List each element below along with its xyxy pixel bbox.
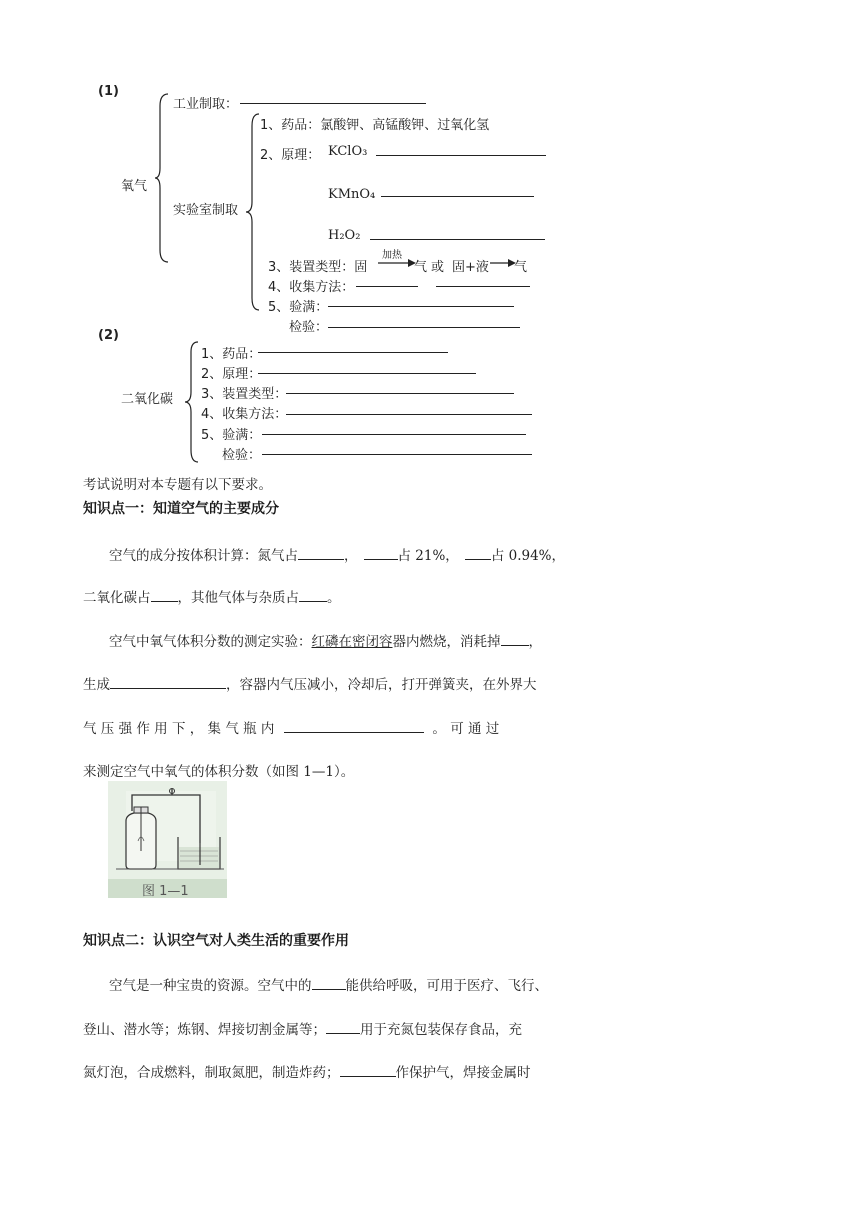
oxygen-collect-blank-1	[356, 286, 418, 287]
figure-caption: 图 1—1	[142, 884, 189, 898]
kp1-p3-text-d: ，	[528, 634, 542, 650]
kp1-paragraph-2	[83, 586, 341, 606]
co2-brace	[184, 340, 200, 464]
device-gas-1: 气	[414, 260, 428, 275]
kp2-p3-text-b: 作保护气，焊接金属时	[395, 1065, 531, 1081]
kp1-p4-text-b: ，容器内气压减小，冷却后，打开弹簧夹，在外界大	[226, 677, 537, 693]
heat-condition: 加热	[382, 250, 402, 261]
co2-principle-label: 2、原理：	[201, 367, 262, 382]
kp1-p5-text-a: 气 压 强 作 用 下 ， 集 气 瓶 内	[83, 721, 275, 737]
kp1-p3-underlined: 红磷在密闭容	[311, 634, 393, 650]
kp1-p2-text-a: 二氧化碳占	[83, 590, 151, 606]
oxygen-percent-blank	[364, 545, 398, 560]
lab-prep-brace	[245, 112, 261, 312]
kp2-p3-text-a: 氮灯泡，合成燃料，制取氮肥，制造炸药；	[83, 1065, 340, 1081]
kp1-p1-text-b: ，	[344, 548, 358, 564]
heat-arrow	[378, 259, 418, 267]
kp1-p2-text-b: ，其他气体与杂质占	[177, 590, 299, 606]
kp1-heading: 知识点一：知道空气的主要成分	[83, 501, 279, 517]
intro-text: 考试说明对本专题有以下要求。	[83, 477, 272, 493]
kmno4-blank	[381, 196, 534, 197]
other-gas-blank	[299, 587, 327, 602]
kp1-p4-text-a: 生成	[83, 677, 110, 693]
co2-principle-blank	[258, 373, 476, 374]
oxygen-collect-blank-2	[436, 286, 530, 287]
kp1-p1-text-c: 占 21%，	[397, 548, 459, 564]
kp2-p1-text-b: 能供给呼吸，可用于医疗、飞行、	[345, 978, 548, 994]
kp1-p2-text-c: 。	[327, 590, 341, 606]
kp1-paragraph-6: 来测定空气中氧气的体积分数（如图 1—1）。	[83, 764, 355, 780]
noble-gas-blank	[465, 545, 491, 560]
oxygen-drugs: 1、药品：氯酸钾、高锰酸钾、过氧化氢	[260, 118, 490, 133]
kp2-p2-text-b: 用于充氮包装保存食品，充	[360, 1022, 522, 1038]
co2-device-label: 3、装置类型：	[201, 387, 288, 402]
co2-collect-label: 4、收集方法：	[201, 407, 288, 422]
figure-1-1	[108, 781, 227, 898]
co2-full-blank	[262, 434, 526, 435]
kp2-p1-text-a: 空气是一种宝贵的资源。空气中的	[109, 978, 312, 994]
protective-gas-blank	[340, 1062, 396, 1077]
kmno4-formula: KMnO₄	[328, 187, 376, 202]
diagram2-label: (2)	[98, 328, 119, 343]
co2-test-label: 检验：	[222, 448, 262, 463]
oxygen-main-brace	[154, 92, 170, 264]
kp1-paragraph-3	[109, 630, 542, 650]
co2-drugs-blank	[258, 352, 448, 353]
bottle-blank	[284, 718, 424, 733]
product-blank	[110, 674, 226, 689]
kp1-paragraph-4	[83, 673, 537, 693]
kp1-p1-text-d: 占 0.94%，	[490, 548, 565, 564]
co2-full-label: 5、验满：	[201, 428, 262, 443]
kp1-p3-text-a: 空气中氧气体积分数的测定实验：	[109, 634, 312, 650]
oxygen-full-blank	[328, 306, 514, 307]
kp2-heading: 知识点二：认识空气对人类生活的重要作用	[83, 933, 349, 949]
oxygen-full-label: 5、验满：	[268, 300, 329, 315]
oxygen-root-label: 氧气	[121, 179, 148, 194]
kp2-paragraph-1	[109, 974, 548, 994]
kp2-paragraph-2	[83, 1018, 522, 1038]
kp1-paragraph-5	[83, 717, 499, 737]
co2-collect-blank	[286, 414, 532, 415]
device-solid-liquid: 固+液	[452, 260, 489, 275]
kclo3-blank	[376, 155, 546, 156]
oxygen-test-blank	[328, 327, 520, 328]
industrial-prep-label: 工业制取：	[173, 97, 239, 112]
food-packaging-gas-blank	[326, 1019, 360, 1034]
device-gas-2: 气	[514, 260, 528, 275]
kp1-p5-text-b: 。 可 通 过	[432, 721, 500, 737]
oxygen-principle-label: 2、原理：	[260, 148, 321, 163]
breathing-gas-blank	[312, 975, 346, 990]
oxygen-collect-label: 4、收集方法：	[268, 280, 355, 295]
kclo3-formula: KClO₃	[328, 144, 368, 159]
kp1-paragraph-1	[109, 544, 565, 564]
kp2-paragraph-3	[83, 1061, 531, 1081]
h2o2-blank	[370, 239, 545, 240]
device-or: 或	[431, 260, 445, 275]
co2-test-blank	[262, 454, 532, 455]
device-type-prefix: 3、装置类型：固	[268, 260, 368, 275]
nitrogen-blank	[298, 545, 344, 560]
lab-prep-label: 实验室制取	[173, 203, 239, 218]
consumed-blank	[501, 631, 529, 646]
co2-drugs-label: 1、药品：	[201, 347, 262, 362]
industrial-prep-blank	[240, 103, 426, 104]
h2o2-formula: H₂O₂	[328, 228, 361, 243]
kp1-p3-text-c: 器内燃烧，消耗掉	[392, 634, 501, 650]
co2-root-label: 二氧化碳	[121, 392, 174, 407]
kp1-p1-text-a: 空气的成分按体积计算：氮气占	[109, 548, 298, 564]
co2-device-blank	[286, 393, 514, 394]
oxygen-test-label: 检验：	[289, 320, 329, 335]
kp2-p2-text-a: 登山、潜水等；炼钢、焊接切割金属等；	[83, 1022, 326, 1038]
co2-percent-blank	[151, 587, 178, 602]
diagram1-label: (1)	[98, 84, 119, 99]
